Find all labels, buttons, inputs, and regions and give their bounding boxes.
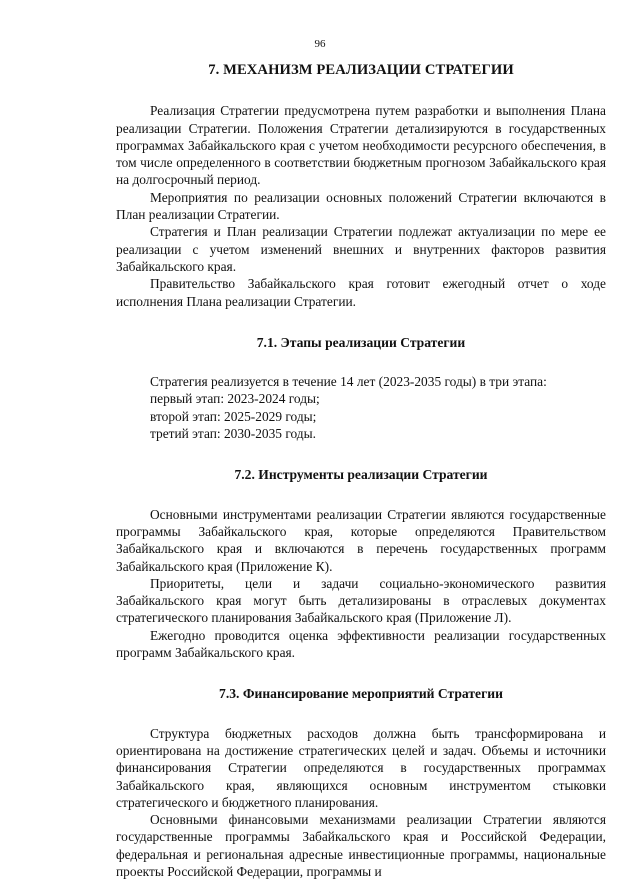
- financing-paragraph-1: Структура бюджетных расходов должна быть трансформирована и ориентирована на достижение стратегических целей и задач. Объемы и источники финансирования Стратегии определяются в государственных программах Забайкальского края, являющихся основным инструментом стыковки стратегического и бюджетного планирования.: [116, 725, 606, 810]
- document-body: [116, 62, 606, 880]
- instruments-paragraph-1: Основными инструментами реализации Стратегии являются государственные программы Забайкальского края, которые определяются Правительством Забайкальского края и включаются в перечень государственных программ Забайкальского края (Приложение К).: [116, 506, 606, 574]
- intro-paragraph-1: Реализация Стратегии предусмотрена путем разработки и выполнения Плана реализации Стратегии. Положения Стратегии детализируются в государственных программах Забайкальского края с учетом необходимости ресурсного обеспечения, в том числе определенного в соответствии бюджетным прогнозом Забайкальского края на долгосрочный период.: [116, 103, 606, 188]
- intro-paragraph-2: Мероприятия по реализации основных положений Стратегии включаются в План реализации Стратегии.: [116, 189, 606, 223]
- stage-item-2: второй этап: 2025-2029 годы;: [150, 408, 317, 424]
- stage-item-1: первый этап: 2023-2024 годы;: [150, 391, 320, 407]
- intro-paragraph-4: Правительство Забайкальского края готовит ежегодный отчет о ходе исполнения Плана реализации Стратегии.: [116, 276, 606, 309]
- instruments-paragraph-3: Ежегодно проводится оценка эффективности реализации государственных программ Забайкальского края.: [116, 627, 606, 661]
- stages-list: [116, 373, 606, 442]
- section-heading-7-3: 7.3. Финансирование мероприятий Стратегии: [219, 686, 503, 702]
- stage-item-3: третий этап: 2030-2035 годы.: [150, 426, 316, 442]
- page-number: 96: [314, 38, 326, 50]
- stages-lead: Стратегия реализуется в течение 14 лет (2023-2035 годы) в три этапа:: [150, 374, 547, 390]
- chapter-title: 7. МЕХАНИЗМ РЕАЛИЗАЦИИ СТРАТЕГИИ: [208, 62, 514, 78]
- instruments-paragraph-2: Приоритеты, цели и задачи социально-экономического развития Забайкальского края могут быть детализированы в отраслевых документах стратегического планирования Забайкальского края (Приложение Л).: [116, 575, 606, 626]
- intro-paragraph-3: Стратегия и План реализации Стратегии подлежат актуализации по мере ее реализации с учетом изменений внешних и внутренних факторов развития Забайкальского края.: [116, 224, 606, 274]
- section-heading-7-1: 7.1. Этапы реализации Стратегии: [256, 334, 466, 350]
- financing-paragraph-2: Основными финансовыми механизмами реализации Стратегии являются государственные программы Забайкальского края и Российской Федерации, федеральная и региональная адресные инвестиционные программы, национальные проекты Российской Федерации, программы и: [116, 812, 606, 879]
- section-heading-7-2: 7.2. Инструменты реализации Стратегии: [234, 467, 488, 483]
